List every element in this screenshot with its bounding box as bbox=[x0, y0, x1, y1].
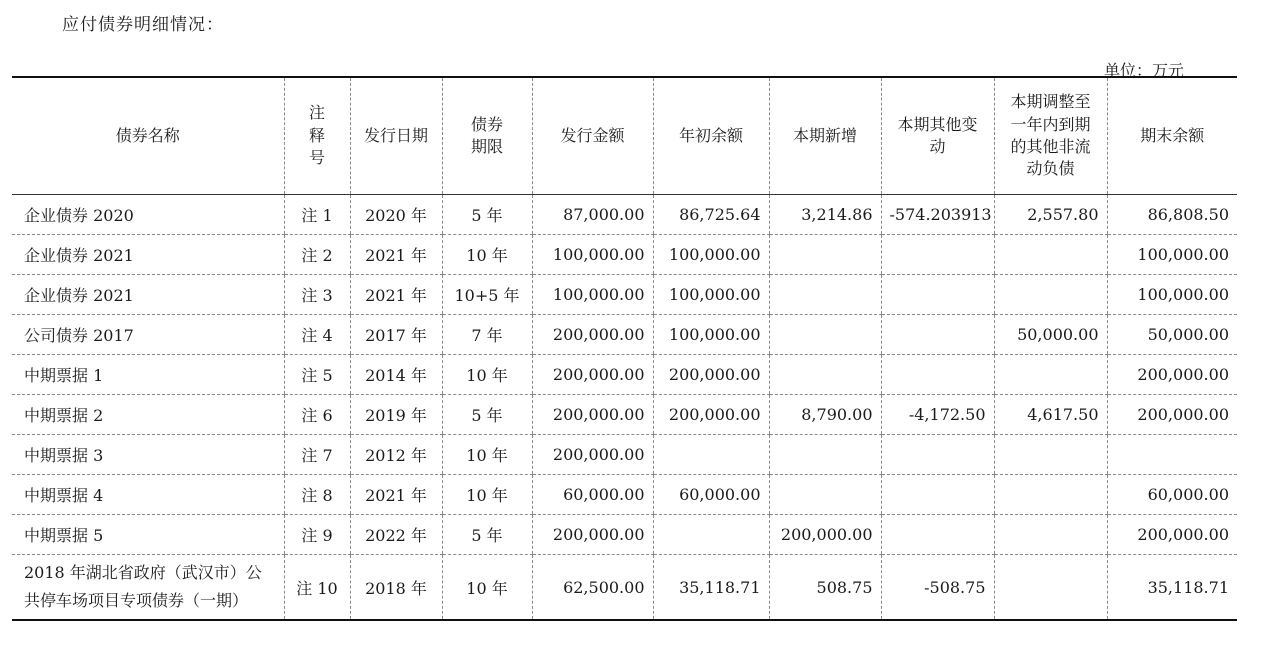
cell-issue-date: 2018 年 bbox=[350, 555, 442, 621]
cell-issue-date: 2017 年 bbox=[350, 315, 442, 355]
header-opening-balance: 年初余额 bbox=[653, 77, 769, 195]
cell-note-no: 注 8 bbox=[284, 475, 350, 515]
cell-term: 10 年 bbox=[442, 435, 532, 475]
cell-reclass-current bbox=[994, 275, 1107, 315]
cell-closing-balance: 200,000.00 bbox=[1107, 515, 1237, 555]
cell-reclass-current: 4,617.50 bbox=[994, 395, 1107, 435]
cell-closing-balance: 200,000.00 bbox=[1107, 355, 1237, 395]
cell-opening-balance: 200,000.00 bbox=[653, 355, 769, 395]
cell-issue-amount: 62,500.00 bbox=[532, 555, 653, 621]
header-other-changes: 本期其他变动 bbox=[881, 77, 994, 195]
cell-opening-balance: 200,000.00 bbox=[653, 395, 769, 435]
unit-label: 单位：万元 bbox=[1104, 61, 1185, 80]
cell-other-changes: -574.203913 bbox=[881, 195, 994, 235]
cell-opening-balance bbox=[653, 435, 769, 475]
header-note-no: 注释号 bbox=[284, 77, 350, 195]
cell-bond-name: 企业债券 2021 bbox=[12, 235, 284, 275]
cell-opening-balance: 100,000.00 bbox=[653, 275, 769, 315]
cell-issue-date: 2014 年 bbox=[350, 355, 442, 395]
table-row bbox=[12, 355, 1237, 395]
cell-closing-balance: 50,000.00 bbox=[1107, 315, 1237, 355]
cell-other-changes bbox=[881, 355, 994, 395]
cell-additions bbox=[769, 355, 881, 395]
table-row bbox=[12, 475, 1237, 515]
table-row bbox=[12, 555, 1237, 621]
cell-bond-name: 中期票据 1 bbox=[12, 355, 284, 395]
bonds-payable-table bbox=[12, 76, 1237, 621]
table-row bbox=[12, 435, 1237, 475]
table-row bbox=[12, 235, 1237, 275]
cell-issue-amount: 200,000.00 bbox=[532, 435, 653, 475]
cell-term: 5 年 bbox=[442, 395, 532, 435]
cell-issue-amount: 200,000.00 bbox=[532, 395, 653, 435]
cell-opening-balance: 100,000.00 bbox=[653, 235, 769, 275]
cell-term: 7 年 bbox=[442, 315, 532, 355]
cell-issue-date: 2022 年 bbox=[350, 515, 442, 555]
cell-additions: 3,214.86 bbox=[769, 195, 881, 235]
cell-note-no: 注 5 bbox=[284, 355, 350, 395]
cell-reclass-current bbox=[994, 435, 1107, 475]
section-heading: 应付债券明细情况： bbox=[62, 15, 224, 35]
cell-issue-date: 2019 年 bbox=[350, 395, 442, 435]
cell-issue-amount: 200,000.00 bbox=[532, 515, 653, 555]
cell-opening-balance: 100,000.00 bbox=[653, 315, 769, 355]
cell-note-no: 注 3 bbox=[284, 275, 350, 315]
cell-issue-date: 2021 年 bbox=[350, 235, 442, 275]
cell-term: 10 年 bbox=[442, 355, 532, 395]
cell-closing-balance: 100,000.00 bbox=[1107, 275, 1237, 315]
cell-term: 10 年 bbox=[442, 555, 532, 621]
cell-term: 5 年 bbox=[442, 515, 532, 555]
cell-issue-date: 2021 年 bbox=[350, 275, 442, 315]
cell-term: 10 年 bbox=[442, 475, 532, 515]
cell-reclass-current bbox=[994, 355, 1107, 395]
cell-other-changes bbox=[881, 475, 994, 515]
table-row bbox=[12, 515, 1237, 555]
cell-term: 5 年 bbox=[442, 195, 532, 235]
cell-other-changes: -4,172.50 bbox=[881, 395, 994, 435]
cell-issue-amount: 100,000.00 bbox=[532, 275, 653, 315]
cell-term: 10+5 年 bbox=[442, 275, 532, 315]
cell-bond-name: 企业债券 2020 bbox=[12, 195, 284, 235]
cell-closing-balance: 100,000.00 bbox=[1107, 235, 1237, 275]
cell-additions: 508.75 bbox=[769, 555, 881, 621]
cell-issue-date: 2021 年 bbox=[350, 475, 442, 515]
cell-bond-name: 中期票据 2 bbox=[12, 395, 284, 435]
cell-opening-balance: 60,000.00 bbox=[653, 475, 769, 515]
cell-additions bbox=[769, 275, 881, 315]
cell-opening-balance: 86,725.64 bbox=[653, 195, 769, 235]
cell-bond-name: 2018 年湖北省政府（武汉市）公共停车场项目专项债券（一期） bbox=[12, 555, 284, 621]
cell-note-no: 注 2 bbox=[284, 235, 350, 275]
cell-note-no: 注 4 bbox=[284, 315, 350, 355]
cell-reclass-current bbox=[994, 475, 1107, 515]
cell-other-changes bbox=[881, 275, 994, 315]
cell-issue-date: 2012 年 bbox=[350, 435, 442, 475]
header-closing-balance: 期末余额 bbox=[1107, 77, 1237, 195]
cell-additions bbox=[769, 435, 881, 475]
cell-issue-date: 2020 年 bbox=[350, 195, 442, 235]
cell-reclass-current bbox=[994, 515, 1107, 555]
cell-opening-balance: 35,118.71 bbox=[653, 555, 769, 621]
cell-issue-amount: 60,000.00 bbox=[532, 475, 653, 515]
header-issue-date: 发行日期 bbox=[350, 77, 442, 195]
cell-issue-amount: 200,000.00 bbox=[532, 355, 653, 395]
cell-other-changes bbox=[881, 235, 994, 275]
cell-issue-amount: 100,000.00 bbox=[532, 235, 653, 275]
cell-other-changes bbox=[881, 515, 994, 555]
cell-closing-balance bbox=[1107, 435, 1237, 475]
header-reclass-current: 本期调整至一年内到期的其他非流动负债 bbox=[994, 77, 1107, 195]
cell-bond-name: 公司债券 2017 bbox=[12, 315, 284, 355]
header-bond-name: 债券名称 bbox=[12, 77, 284, 195]
cell-issue-amount: 200,000.00 bbox=[532, 315, 653, 355]
cell-note-no: 注 7 bbox=[284, 435, 350, 475]
header-issue-amount: 发行金额 bbox=[532, 77, 653, 195]
cell-opening-balance bbox=[653, 515, 769, 555]
cell-reclass-current: 50,000.00 bbox=[994, 315, 1107, 355]
table-row bbox=[12, 275, 1237, 315]
cell-additions: 8,790.00 bbox=[769, 395, 881, 435]
cell-closing-balance: 35,118.71 bbox=[1107, 555, 1237, 621]
cell-term: 10 年 bbox=[442, 235, 532, 275]
table-row bbox=[12, 395, 1237, 435]
cell-note-no: 注 10 bbox=[284, 555, 350, 621]
cell-note-no: 注 1 bbox=[284, 195, 350, 235]
cell-additions bbox=[769, 315, 881, 355]
cell-closing-balance: 86,808.50 bbox=[1107, 195, 1237, 235]
table-row bbox=[12, 195, 1237, 235]
cell-note-no: 注 6 bbox=[284, 395, 350, 435]
cell-closing-balance: 200,000.00 bbox=[1107, 395, 1237, 435]
cell-other-changes: -508.75 bbox=[881, 555, 994, 621]
cell-bond-name: 中期票据 4 bbox=[12, 475, 284, 515]
cell-other-changes bbox=[881, 315, 994, 355]
cell-issue-amount: 87,000.00 bbox=[532, 195, 653, 235]
cell-bond-name: 中期票据 3 bbox=[12, 435, 284, 475]
cell-closing-balance: 60,000.00 bbox=[1107, 475, 1237, 515]
cell-additions bbox=[769, 235, 881, 275]
cell-reclass-current bbox=[994, 235, 1107, 275]
cell-bond-name: 中期票据 5 bbox=[12, 515, 284, 555]
table-row bbox=[12, 315, 1237, 355]
cell-note-no: 注 9 bbox=[284, 515, 350, 555]
cell-additions bbox=[769, 475, 881, 515]
header-term: 债券期限 bbox=[442, 77, 532, 195]
cell-bond-name: 企业债券 2021 bbox=[12, 275, 284, 315]
cell-reclass-current bbox=[994, 555, 1107, 621]
cell-other-changes bbox=[881, 435, 994, 475]
cell-reclass-current: 2,557.80 bbox=[994, 195, 1107, 235]
table-header-row bbox=[12, 77, 1237, 195]
header-additions: 本期新增 bbox=[769, 77, 881, 195]
cell-additions: 200,000.00 bbox=[769, 515, 881, 555]
